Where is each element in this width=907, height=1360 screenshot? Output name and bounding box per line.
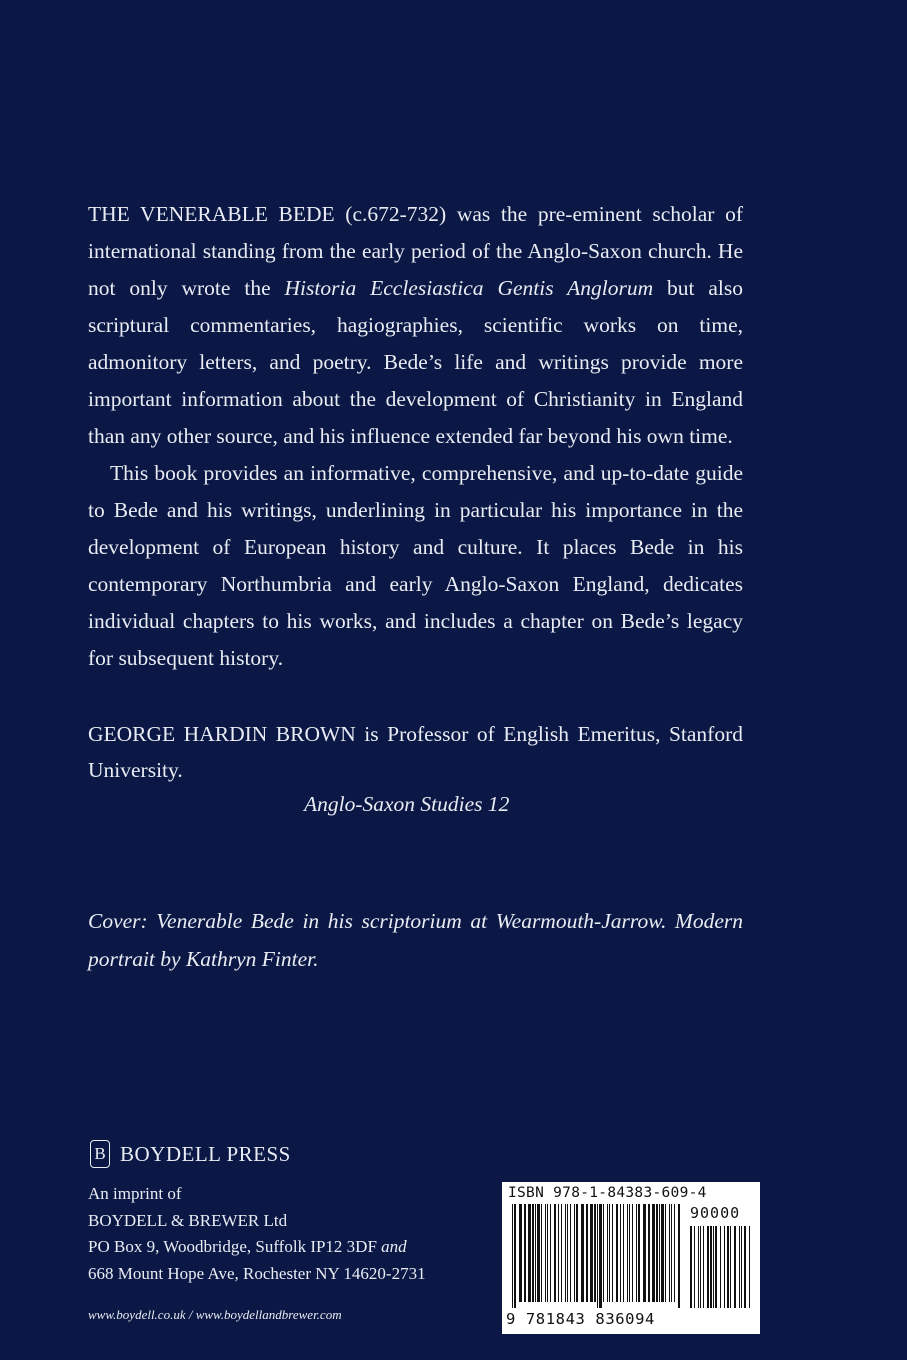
address-us: 668 Mount Hope Ave, Rochester NY 14620-2731	[88, 1263, 426, 1283]
barcode-bar	[537, 1204, 540, 1302]
barcode-bar	[565, 1204, 566, 1302]
barcode-bar	[514, 1204, 516, 1308]
barcode-bar	[623, 1204, 624, 1302]
barcode-bar	[643, 1204, 646, 1302]
publisher-logo	[88, 1140, 291, 1168]
barcode-bar	[586, 1204, 588, 1302]
barcode-bar	[561, 1204, 562, 1302]
publisher-name: BOYDELL PRESS	[120, 1141, 291, 1166]
barcode-bar	[599, 1204, 602, 1308]
barcode-bar	[590, 1204, 593, 1302]
barcode-bar	[648, 1204, 650, 1302]
publisher-address	[88, 1181, 426, 1287]
boydell-logo-icon: B	[90, 1140, 110, 1168]
barcode-bar	[550, 1204, 551, 1302]
blurb	[88, 196, 743, 677]
barcode-bar	[627, 1204, 628, 1302]
barcode-bar	[636, 1204, 637, 1302]
barcode-bar	[574, 1204, 575, 1302]
barcode-bar	[665, 1204, 666, 1302]
price-bar	[694, 1226, 695, 1308]
blurb-text-b: but also scriptural commentaries, hagiographies, scientific works on time, admonitory letters, and poetry. Bede’s life and writings provide more important information about the development of Christianity in England than any other source, and his influence extended far beyond his own time.	[88, 276, 744, 448]
barcode-bar	[669, 1204, 670, 1302]
barcode-bar	[678, 1204, 680, 1308]
barcode-bar	[609, 1204, 610, 1302]
price-bar	[724, 1226, 725, 1308]
isbn-label: ISBN 978-1-84383-609-4	[508, 1185, 707, 1201]
barcode-bar	[554, 1204, 556, 1302]
blurb-paragraph-2: This book provides an informative, comprehensive, and up-to-date guide to Bede and his writings, underlining in particular his importance in the development of European history and culture. It places Bede in his contemporary Northumbria and early Anglo-Saxon England, dedicates individual chapters to his works, and includes a chapter on Bede’s legacy for subsequent history.	[88, 461, 743, 670]
price-bar	[727, 1226, 729, 1308]
barcode-bar	[545, 1204, 546, 1302]
price-bar	[707, 1226, 709, 1308]
barcode-bar	[558, 1204, 559, 1302]
address-uk: PO Box 9, Woodbridge, Suffolk IP12 3DF and	[88, 1237, 407, 1256]
barcode-bar	[638, 1204, 640, 1302]
price-bar	[720, 1226, 721, 1308]
barcode-bar	[674, 1204, 675, 1302]
barcode-bar	[671, 1204, 672, 1302]
series-title: Anglo-Saxon Studies 12	[304, 792, 510, 816]
barcode-bar	[512, 1204, 513, 1308]
barcode-bar	[532, 1204, 534, 1302]
ean-digits: 9 781843 836094	[506, 1310, 655, 1328]
price-bar	[700, 1226, 701, 1308]
barcode-bar	[519, 1204, 522, 1302]
barcode-bar	[528, 1204, 531, 1302]
barcode-bar	[616, 1204, 618, 1302]
price-bar	[744, 1226, 746, 1308]
barcode-bar	[603, 1204, 604, 1302]
author-bio: GEORGE HARDIN BROWN is Professor of English Emeritus, Stanford University.	[88, 722, 743, 782]
blurb-text-a: THE VENERABLE BEDE (c.672-732) was the pre-eminent scholar of international standing from the early period of the Anglo-Saxon church. He not only wrote the	[88, 202, 743, 300]
barcode-bar	[632, 1204, 633, 1302]
company-name: BOYDELL & BREWER Ltd	[88, 1210, 288, 1230]
price-bar	[698, 1226, 699, 1308]
barcode-bar	[629, 1204, 630, 1302]
price-bar	[739, 1226, 740, 1308]
barcode-bar	[535, 1204, 536, 1302]
price-bar	[703, 1226, 704, 1308]
barcode-bar	[576, 1204, 578, 1302]
price-bar	[713, 1226, 714, 1308]
barcode-bar	[652, 1204, 655, 1302]
publisher-websites: www.boydell.co.uk / www.boydellandbrewer.com	[88, 1307, 342, 1322]
barcode-bar	[656, 1204, 658, 1302]
barcode-bar	[524, 1204, 526, 1302]
price-bar	[710, 1226, 712, 1308]
barcode-bar	[570, 1204, 571, 1302]
barcode-bar	[567, 1204, 568, 1302]
price-bar	[690, 1226, 692, 1308]
barcode-bar	[612, 1204, 613, 1302]
barcode-bar	[594, 1204, 596, 1302]
price-bar	[730, 1226, 731, 1308]
barcode-bar	[581, 1204, 584, 1302]
cover-credit: Cover: Venerable Bede in his scriptorium at Wearmouth-Jarrow. Modern portrait by Kathryn Finter.	[88, 909, 743, 971]
isbn-barcode	[502, 1182, 760, 1334]
barcode-bar	[659, 1204, 660, 1302]
barcode-bar	[607, 1204, 608, 1302]
price-bar	[741, 1226, 742, 1308]
barcode-bar	[620, 1204, 621, 1302]
barcode-bar	[661, 1204, 664, 1302]
blurb-paragraph-1	[88, 196, 743, 455]
barcode-bar	[547, 1204, 548, 1302]
price-bar	[734, 1226, 736, 1308]
barcode-bar	[597, 1204, 598, 1308]
price-bar	[715, 1226, 717, 1308]
price-bar	[749, 1226, 750, 1308]
book-title-italic: Historia Ecclesiastica Gentis Anglorum	[284, 276, 654, 300]
barcode-bar	[541, 1204, 542, 1302]
imprint-line: An imprint of	[88, 1184, 182, 1203]
price-code: 90000	[690, 1204, 741, 1222]
